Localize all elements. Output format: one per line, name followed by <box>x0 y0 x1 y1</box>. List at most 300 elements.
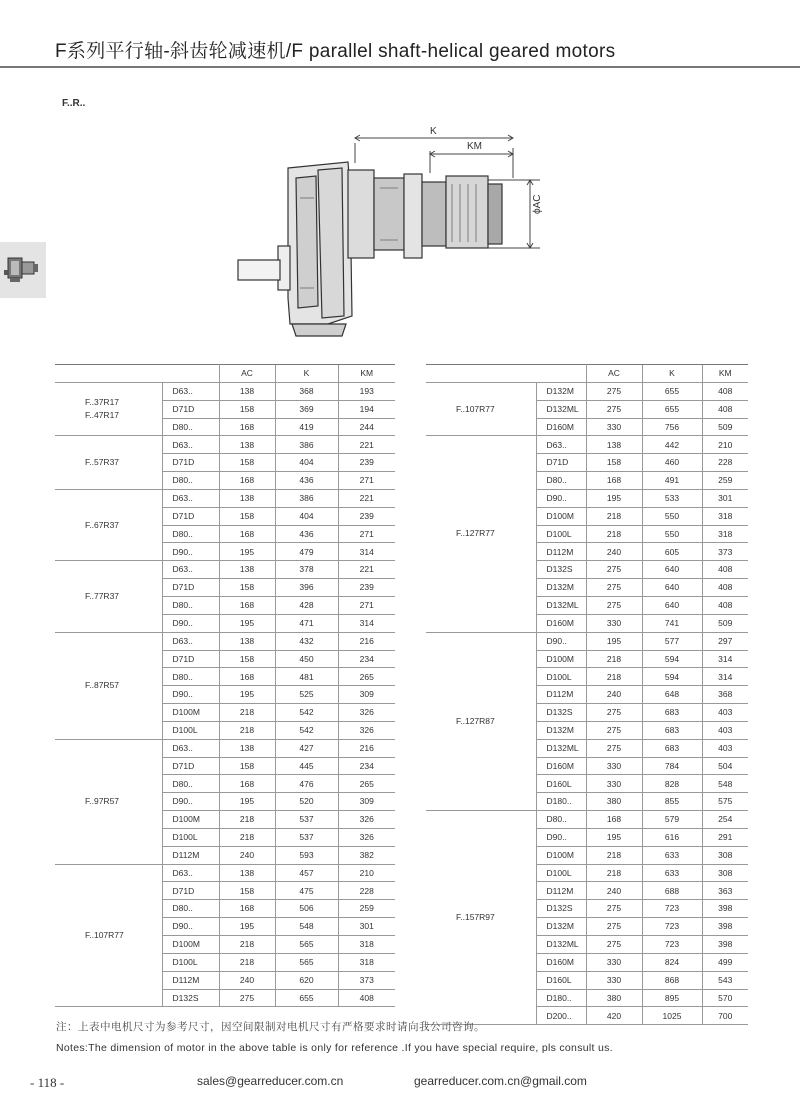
ac-cell: 275 <box>586 900 642 918</box>
motor-cell: D80.. <box>162 668 219 686</box>
ac-cell: 195 <box>586 489 642 507</box>
table-row <box>426 382 748 400</box>
table-row <box>55 864 395 882</box>
km-cell: 314 <box>338 614 395 632</box>
motor-cell: D90.. <box>162 543 219 561</box>
column-header-ac: AC <box>586 365 642 383</box>
ac-cell: 195 <box>586 828 642 846</box>
motor-cell: D71D <box>536 454 586 472</box>
motor-cell: D100M <box>536 846 586 864</box>
motor-cell: D132ML <box>536 400 586 418</box>
km-cell: 265 <box>338 668 395 686</box>
table-header-row <box>426 365 748 383</box>
km-cell: 271 <box>338 596 395 614</box>
motor-cell: D71D <box>162 579 219 597</box>
reducer-type-cell <box>55 864 162 1007</box>
reducer-type-label: F..107R77 <box>85 929 124 940</box>
k-cell: 542 <box>275 721 338 739</box>
reducer-type-cell <box>426 811 536 1025</box>
table-row <box>426 632 748 650</box>
reducer-type-label: F..47R17 <box>85 410 120 421</box>
ac-cell: 168 <box>219 668 275 686</box>
ac-cell: 275 <box>586 561 642 579</box>
reducer-type-cell <box>55 561 162 632</box>
reducer-type-label: F..87R57 <box>85 680 120 691</box>
k-cell: 369 <box>275 400 338 418</box>
motor-cell: D63.. <box>162 561 219 579</box>
ac-cell: 330 <box>586 971 642 989</box>
motor-cell: D112M <box>536 686 586 704</box>
ac-cell: 330 <box>586 757 642 775</box>
ac-cell: 168 <box>586 472 642 490</box>
ac-cell: 195 <box>219 614 275 632</box>
km-cell: 318 <box>338 936 395 954</box>
k-cell: 723 <box>642 936 702 954</box>
motor-cell: D112M <box>536 882 586 900</box>
k-cell: 450 <box>275 650 338 668</box>
motor-cell: D71D <box>162 757 219 775</box>
km-cell: 403 <box>702 739 748 757</box>
k-cell: 895 <box>642 989 702 1007</box>
reducer-type-cell <box>426 382 536 436</box>
km-cell: 228 <box>702 454 748 472</box>
motor-cell: D71D <box>162 507 219 525</box>
motor-cell: D100L <box>162 953 219 971</box>
ac-cell: 275 <box>586 918 642 936</box>
km-cell: 326 <box>338 721 395 739</box>
page-title: F系列平行轴-斜齿轮减速机/F parallel shaft-helical geared motors <box>55 41 616 62</box>
ac-cell: 138 <box>219 561 275 579</box>
km-cell: 363 <box>702 882 748 900</box>
motor-cell: D100L <box>536 668 586 686</box>
motor-cell: D90.. <box>162 793 219 811</box>
motor-cell: D80.. <box>162 418 219 436</box>
sales-email: sales@gearreducer.com.cn <box>197 1074 344 1088</box>
km-cell: 499 <box>702 953 748 971</box>
k-cell: 471 <box>275 614 338 632</box>
k-cell: 445 <box>275 757 338 775</box>
km-cell: 301 <box>338 918 395 936</box>
k-cell: 457 <box>275 864 338 882</box>
k-cell: 378 <box>275 561 338 579</box>
ac-cell: 330 <box>586 775 642 793</box>
k-cell: 648 <box>642 686 702 704</box>
motor-cell: D90.. <box>162 686 219 704</box>
ac-cell: 158 <box>219 507 275 525</box>
ac-cell: 158 <box>219 400 275 418</box>
km-cell: 318 <box>338 953 395 971</box>
reducer-type-cell <box>55 382 162 436</box>
ac-cell: 138 <box>219 632 275 650</box>
ac-cell: 218 <box>586 507 642 525</box>
motor-cell: D180.. <box>536 989 586 1007</box>
note-english: Notes:The dimension of motor in the above table is only for reference .If you have special require, pls consult us. <box>56 1042 613 1054</box>
ac-cell: 275 <box>586 704 642 722</box>
km-cell: 210 <box>338 864 395 882</box>
ac-cell: 138 <box>219 489 275 507</box>
motor-cell: D100M <box>536 507 586 525</box>
motor-cell: D160M <box>536 614 586 632</box>
km-cell: 509 <box>702 418 748 436</box>
motor-cell: D71D <box>162 882 219 900</box>
ac-cell: 195 <box>219 918 275 936</box>
column-header-k: K <box>642 365 702 383</box>
reducer-type-cell <box>426 632 536 810</box>
motor-cell: D160M <box>536 418 586 436</box>
table-row <box>55 632 395 650</box>
km-cell: 543 <box>702 971 748 989</box>
reducer-type-cell <box>55 632 162 739</box>
motor-cell: D112M <box>162 971 219 989</box>
km-cell: 308 <box>702 846 748 864</box>
motor-cell: D112M <box>162 846 219 864</box>
motor-cell: D132S <box>536 561 586 579</box>
note-chinese: 注：上表中电机尺寸为参考尺寸，因空间限制对电机尺寸有严格要求时请向我公司咨询。 <box>56 1021 485 1033</box>
k-cell: 683 <box>642 739 702 757</box>
k-cell: 537 <box>275 828 338 846</box>
km-cell: 408 <box>702 596 748 614</box>
k-cell: 640 <box>642 561 702 579</box>
ac-cell: 138 <box>586 436 642 454</box>
k-cell: 550 <box>642 507 702 525</box>
motor-cell: D80.. <box>162 525 219 543</box>
table-row <box>55 382 395 400</box>
reducer-type-label: F..37R17 <box>85 396 120 407</box>
ac-cell: 380 <box>586 793 642 811</box>
reducer-type-cell <box>426 436 536 632</box>
motor-cell: D80.. <box>162 775 219 793</box>
k-cell: 427 <box>275 739 338 757</box>
motor-cell: D100L <box>162 828 219 846</box>
ac-cell: 158 <box>219 882 275 900</box>
reducer-type-cell <box>55 739 162 864</box>
km-cell: 301 <box>702 489 748 507</box>
k-cell: 542 <box>275 704 338 722</box>
dim-k-label: K <box>430 126 437 137</box>
motor-cell: D80.. <box>536 811 586 829</box>
ac-cell: 420 <box>586 1007 642 1025</box>
ac-cell: 218 <box>586 525 642 543</box>
k-cell: 633 <box>642 846 702 864</box>
motor-cell: D132M <box>536 721 586 739</box>
km-cell: 265 <box>338 775 395 793</box>
motor-cell: D100L <box>536 864 586 882</box>
motor-cell: D63.. <box>162 739 219 757</box>
ac-cell: 158 <box>219 579 275 597</box>
table-row <box>55 561 395 579</box>
ac-cell: 138 <box>219 739 275 757</box>
motor-cell: D71D <box>162 454 219 472</box>
km-cell: 308 <box>702 864 748 882</box>
k-cell: 460 <box>642 454 702 472</box>
table-row <box>426 436 748 454</box>
ac-cell: 168 <box>219 418 275 436</box>
km-cell: 210 <box>702 436 748 454</box>
motor-cell: D132M <box>536 918 586 936</box>
km-cell: 408 <box>702 579 748 597</box>
motor-cell: D160M <box>536 953 586 971</box>
km-cell: 548 <box>702 775 748 793</box>
reducer-type-label: F..67R37 <box>85 519 120 530</box>
k-cell: 520 <box>275 793 338 811</box>
km-cell: 382 <box>338 846 395 864</box>
km-cell: 297 <box>702 632 748 650</box>
reducer-type-label: F..127R77 <box>456 528 495 539</box>
motor-cell: D90.. <box>162 918 219 936</box>
ac-cell: 218 <box>219 828 275 846</box>
title-divider <box>0 66 800 68</box>
km-cell: 234 <box>338 650 395 668</box>
ac-cell: 218 <box>219 936 275 954</box>
km-cell: 309 <box>338 793 395 811</box>
motor-cell: D90.. <box>162 614 219 632</box>
ac-cell: 168 <box>219 900 275 918</box>
ac-cell: 168 <box>586 811 642 829</box>
reducer-type-label: F..57R37 <box>85 457 120 468</box>
k-cell: 723 <box>642 900 702 918</box>
column-header-k: K <box>275 365 338 383</box>
motor-cell: D63.. <box>162 632 219 650</box>
motor-cell: D71D <box>162 400 219 418</box>
reducer-type-label: F..97R57 <box>85 796 120 807</box>
ac-cell: 330 <box>586 953 642 971</box>
ac-cell: 275 <box>586 596 642 614</box>
ac-cell: 218 <box>586 846 642 864</box>
km-cell: 239 <box>338 507 395 525</box>
k-cell: 633 <box>642 864 702 882</box>
motor-cell: D90.. <box>536 489 586 507</box>
motor-cell: D63.. <box>536 436 586 454</box>
ac-cell: 195 <box>586 632 642 650</box>
ac-cell: 240 <box>586 686 642 704</box>
motor-cell: D100M <box>162 936 219 954</box>
ac-cell: 138 <box>219 864 275 882</box>
km-cell: 239 <box>338 579 395 597</box>
table-row <box>55 489 395 507</box>
motor-cell: D160L <box>536 775 586 793</box>
km-cell: 221 <box>338 561 395 579</box>
km-cell: 403 <box>702 721 748 739</box>
motor-cell: D63.. <box>162 436 219 454</box>
ac-cell: 240 <box>586 882 642 900</box>
k-cell: 577 <box>642 632 702 650</box>
k-cell: 432 <box>275 632 338 650</box>
k-cell: 533 <box>642 489 702 507</box>
table-header-row <box>55 365 395 383</box>
k-cell: 476 <box>275 775 338 793</box>
k-cell: 655 <box>642 382 702 400</box>
k-cell: 594 <box>642 650 702 668</box>
motor-cell: D132S <box>536 704 586 722</box>
km-cell: 403 <box>702 704 748 722</box>
km-cell: 194 <box>338 400 395 418</box>
ac-cell: 275 <box>586 936 642 954</box>
km-cell: 398 <box>702 900 748 918</box>
motor-cell: D132ML <box>536 936 586 954</box>
k-cell: 396 <box>275 579 338 597</box>
k-cell: 404 <box>275 454 338 472</box>
km-cell: 271 <box>338 472 395 490</box>
motor-cell: D80.. <box>536 472 586 490</box>
motor-cell: D80.. <box>162 900 219 918</box>
ac-cell: 195 <box>219 793 275 811</box>
k-cell: 506 <box>275 900 338 918</box>
ac-cell: 275 <box>219 989 275 1007</box>
ac-cell: 168 <box>219 775 275 793</box>
km-cell: 408 <box>702 400 748 418</box>
k-cell: 683 <box>642 704 702 722</box>
km-cell: 291 <box>702 828 748 846</box>
motor-cell: D132ML <box>536 596 586 614</box>
ac-cell: 195 <box>219 686 275 704</box>
ac-cell: 218 <box>586 668 642 686</box>
dim-ac-label: ϕAC <box>532 194 543 214</box>
motor-cell: D160M <box>536 757 586 775</box>
motor-cell: D100M <box>162 704 219 722</box>
k-cell: 723 <box>642 918 702 936</box>
km-cell: 368 <box>702 686 748 704</box>
motor-cell: D71D <box>162 650 219 668</box>
motor-cell: D100L <box>536 525 586 543</box>
k-cell: 548 <box>275 918 338 936</box>
k-cell: 828 <box>642 775 702 793</box>
motor-cell: D132M <box>536 382 586 400</box>
k-cell: 386 <box>275 436 338 454</box>
ac-cell: 240 <box>586 543 642 561</box>
reducer-type-label: F..77R37 <box>85 590 120 601</box>
k-cell: 688 <box>642 882 702 900</box>
gmail-email: gearreducer.com.cn@gmail.com <box>414 1074 587 1088</box>
k-cell: 640 <box>642 579 702 597</box>
ac-cell: 158 <box>219 650 275 668</box>
k-cell: 640 <box>642 596 702 614</box>
km-cell: 326 <box>338 811 395 829</box>
k-cell: 428 <box>275 596 338 614</box>
km-cell: 504 <box>702 757 748 775</box>
ac-cell: 240 <box>219 846 275 864</box>
ac-cell: 330 <box>586 418 642 436</box>
reducer-type-cell <box>55 436 162 490</box>
ac-cell: 158 <box>219 757 275 775</box>
k-cell: 481 <box>275 668 338 686</box>
ac-cell: 275 <box>586 579 642 597</box>
ac-cell: 168 <box>219 596 275 614</box>
motor-cell: D80.. <box>162 472 219 490</box>
km-cell: 239 <box>338 454 395 472</box>
km-cell: 398 <box>702 936 748 954</box>
motor-cell: D132S <box>536 900 586 918</box>
km-cell: 408 <box>702 561 748 579</box>
motor-cell: D160L <box>536 971 586 989</box>
km-cell: 271 <box>338 525 395 543</box>
km-cell: 193 <box>338 382 395 400</box>
km-cell: 408 <box>338 989 395 1007</box>
k-cell: 579 <box>642 811 702 829</box>
k-cell: 525 <box>275 686 338 704</box>
motor-cell: D63.. <box>162 489 219 507</box>
km-cell: 398 <box>702 918 748 936</box>
section-tab[interactable] <box>0 242 46 298</box>
k-cell: 683 <box>642 721 702 739</box>
ac-cell: 195 <box>219 543 275 561</box>
dimension-table-left <box>55 364 395 1007</box>
km-cell: 373 <box>338 971 395 989</box>
ac-cell: 218 <box>586 864 642 882</box>
km-cell: 373 <box>702 543 748 561</box>
table-row <box>426 811 748 829</box>
k-cell: 784 <box>642 757 702 775</box>
k-cell: 565 <box>275 936 338 954</box>
motor-cell: D63.. <box>162 864 219 882</box>
gear-motor-drawing <box>230 118 570 343</box>
gear-motor-icon <box>4 252 42 288</box>
ac-cell: 218 <box>219 721 275 739</box>
column-header-km: KM <box>702 365 748 383</box>
ac-cell: 275 <box>586 721 642 739</box>
k-cell: 537 <box>275 811 338 829</box>
k-cell: 479 <box>275 543 338 561</box>
motor-cell: D132ML <box>536 739 586 757</box>
ac-cell: 138 <box>219 436 275 454</box>
k-cell: 1025 <box>642 1007 702 1025</box>
ac-cell: 240 <box>219 971 275 989</box>
motor-cell: D100M <box>162 811 219 829</box>
k-cell: 655 <box>275 989 338 1007</box>
ac-cell: 158 <box>219 454 275 472</box>
ac-cell: 275 <box>586 400 642 418</box>
ac-cell: 138 <box>219 382 275 400</box>
km-cell: 244 <box>338 418 395 436</box>
reducer-type-label: F..107R77 <box>456 403 495 414</box>
table-row <box>55 739 395 757</box>
k-cell: 550 <box>642 525 702 543</box>
motor-cell: D200.. <box>536 1007 586 1025</box>
km-cell: 259 <box>338 900 395 918</box>
ac-cell: 380 <box>586 989 642 1007</box>
km-cell: 570 <box>702 989 748 1007</box>
motor-cell: D80.. <box>162 596 219 614</box>
km-cell: 221 <box>338 436 395 454</box>
ac-cell: 168 <box>219 472 275 490</box>
km-cell: 314 <box>702 668 748 686</box>
k-cell: 368 <box>275 382 338 400</box>
ac-cell: 218 <box>586 650 642 668</box>
km-cell: 309 <box>338 686 395 704</box>
header-blank-cell <box>426 365 586 383</box>
column-header-ac: AC <box>219 365 275 383</box>
km-cell: 318 <box>702 525 748 543</box>
ac-cell: 275 <box>586 382 642 400</box>
k-cell: 442 <box>642 436 702 454</box>
reducer-type-cell <box>55 489 162 560</box>
km-cell: 326 <box>338 704 395 722</box>
model-label: F..R.. <box>62 98 86 109</box>
km-cell: 221 <box>338 489 395 507</box>
ac-cell: 330 <box>586 614 642 632</box>
k-cell: 475 <box>275 882 338 900</box>
ac-cell: 218 <box>219 811 275 829</box>
motor-cell: D132S <box>162 989 219 1007</box>
reducer-type-label: F..127R87 <box>456 715 495 726</box>
motor-cell: D90.. <box>536 632 586 650</box>
k-cell: 620 <box>275 971 338 989</box>
k-cell: 436 <box>275 525 338 543</box>
km-cell: 314 <box>338 543 395 561</box>
motor-cell: D180.. <box>536 793 586 811</box>
k-cell: 868 <box>642 971 702 989</box>
k-cell: 605 <box>642 543 702 561</box>
motor-cell: D100M <box>536 650 586 668</box>
